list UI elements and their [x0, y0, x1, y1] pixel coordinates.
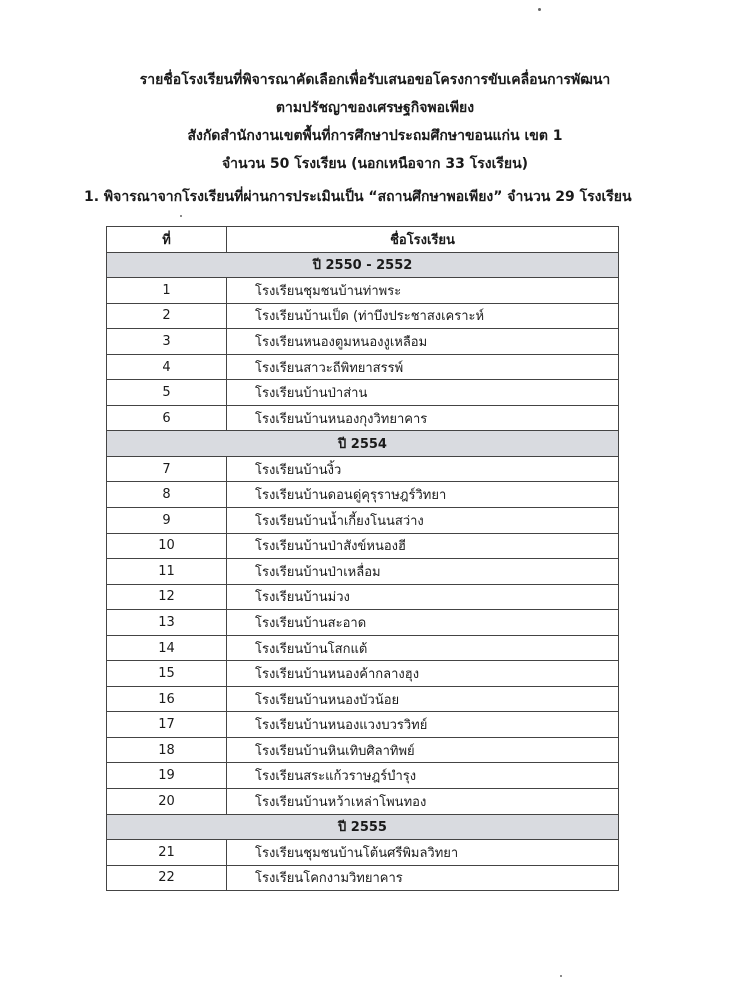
title-line-3: สังกัดสำนักงานเขตพื้นที่การศึกษาประถมศึกษาขอนแก่น เขต 1 — [187, 128, 563, 144]
school-name: โรงเรียนบ้านงิ้ว — [227, 456, 619, 482]
row-number: 1 — [107, 278, 227, 304]
row-number: 14 — [107, 635, 227, 661]
row-number: 9 — [107, 508, 227, 534]
section-heading: 1. พิจารณาจากโรงเรียนที่ผ่านการประเมินเป็น “สถานศึกษาพอเพียง” จำนวน 29 โรงเรียน — [84, 189, 632, 205]
school-name: โรงเรียนบ้านน้ำเกี้ยงโนนสว่าง — [227, 508, 619, 534]
table-row — [107, 456, 619, 482]
group-label: ปี 2555 — [107, 814, 619, 840]
row-number: 13 — [107, 610, 227, 636]
school-name: โรงเรียนบ้านหนองบัวน้อย — [227, 686, 619, 712]
group-label: ปี 2550 - 2552 — [107, 252, 619, 278]
school-name: โรงเรียนบ้านโสกแต้ — [227, 635, 619, 661]
row-number: 17 — [107, 712, 227, 738]
table-row — [107, 329, 619, 355]
school-name: โรงเรียนบ้านหินเทิบศิลาทิพย์ — [227, 737, 619, 763]
table-row — [107, 303, 619, 329]
header-school-name: ชื่อโรงเรียน — [227, 227, 619, 253]
table-row — [107, 635, 619, 661]
table-row — [107, 354, 619, 380]
table-row — [107, 610, 619, 636]
table-row — [107, 380, 619, 406]
group-row — [107, 814, 619, 840]
row-number: 3 — [107, 329, 227, 355]
scan-speck — [180, 215, 182, 217]
row-number: 18 — [107, 737, 227, 763]
row-number: 4 — [107, 354, 227, 380]
header-number: ที่ — [107, 227, 227, 253]
school-name: โรงเรียนบ้านป่าสังข์หนองฮี — [227, 533, 619, 559]
row-number: 16 — [107, 686, 227, 712]
school-name: โรงเรียนบ้านม่วง — [227, 584, 619, 610]
school-name: โรงเรียนชุมชนบ้านท่าพระ — [227, 278, 619, 304]
row-number: 6 — [107, 405, 227, 431]
school-name: โรงเรียนบ้านหนองค้ากลางฮุง — [227, 661, 619, 687]
row-number: 7 — [107, 456, 227, 482]
school-name: โรงเรียนบ้านป่าเหลื่อม — [227, 559, 619, 585]
table-row — [107, 559, 619, 585]
row-number: 2 — [107, 303, 227, 329]
scan-speck — [560, 975, 562, 977]
scan-speck — [538, 8, 541, 11]
school-name: โรงเรียนบ้านดอนดู่คุรุราษฎร์วิทยา — [227, 482, 619, 508]
table-row — [107, 508, 619, 534]
school-name: โรงเรียนสระแก้วราษฎร์บำรุง — [227, 763, 619, 789]
schools-table — [106, 226, 619, 891]
row-number: 5 — [107, 380, 227, 406]
school-name: โรงเรียนบ้านหนองแวงบวรวิทย์ — [227, 712, 619, 738]
school-name: โรงเรียนโคกงามวิทยาคาร — [227, 865, 619, 891]
title-line-2: ตามปรัชญาของเศรษฐกิจพอเพียง — [275, 100, 475, 116]
group-label: ปี 2554 — [107, 431, 619, 457]
school-name: โรงเรียนชุมชนบ้านโต้นศรีพิมลวิทยา — [227, 840, 619, 866]
row-number: 22 — [107, 865, 227, 891]
row-number: 20 — [107, 789, 227, 815]
table-header-row — [107, 227, 619, 253]
table-row — [107, 278, 619, 304]
title-line-1: รายชื่อโรงเรียนที่พิจารณาคัดเลือกเพื่อรับเสนอขอโครงการขับเคลื่อนการพัฒนา — [139, 72, 611, 88]
table-row — [107, 763, 619, 789]
title-line-4: จำนวน 50 โรงเรียน (นอกเหนือจาก 33 โรงเรียน) — [221, 156, 529, 172]
table-row — [107, 405, 619, 431]
school-name: โรงเรียนสาวะถีพิทยาสรรพ์ — [227, 354, 619, 380]
school-name: โรงเรียนบ้านหนองกุงวิทยาคาร — [227, 405, 619, 431]
row-number: 21 — [107, 840, 227, 866]
table-row — [107, 482, 619, 508]
group-row — [107, 431, 619, 457]
table-row — [107, 686, 619, 712]
row-number: 11 — [107, 559, 227, 585]
row-number: 10 — [107, 533, 227, 559]
group-row — [107, 252, 619, 278]
table-row — [107, 533, 619, 559]
school-name: โรงเรียนหนองตูมหนองงูเหลือม — [227, 329, 619, 355]
table-row — [107, 865, 619, 891]
table-row — [107, 789, 619, 815]
school-name: โรงเรียนบ้านสะอาด — [227, 610, 619, 636]
row-number: 19 — [107, 763, 227, 789]
row-number: 15 — [107, 661, 227, 687]
school-name: โรงเรียนบ้านเป็ด (ท่าบึงประชาสงเคราะห์ — [227, 303, 619, 329]
row-number: 8 — [107, 482, 227, 508]
table-row — [107, 661, 619, 687]
table-row — [107, 840, 619, 866]
school-name: โรงเรียนบ้านหว้าเหล่าโพนทอง — [227, 789, 619, 815]
table-row — [107, 712, 619, 738]
school-name: โรงเรียนบ้านป่าส่าน — [227, 380, 619, 406]
table-row — [107, 737, 619, 763]
row-number: 12 — [107, 584, 227, 610]
table-row — [107, 584, 619, 610]
